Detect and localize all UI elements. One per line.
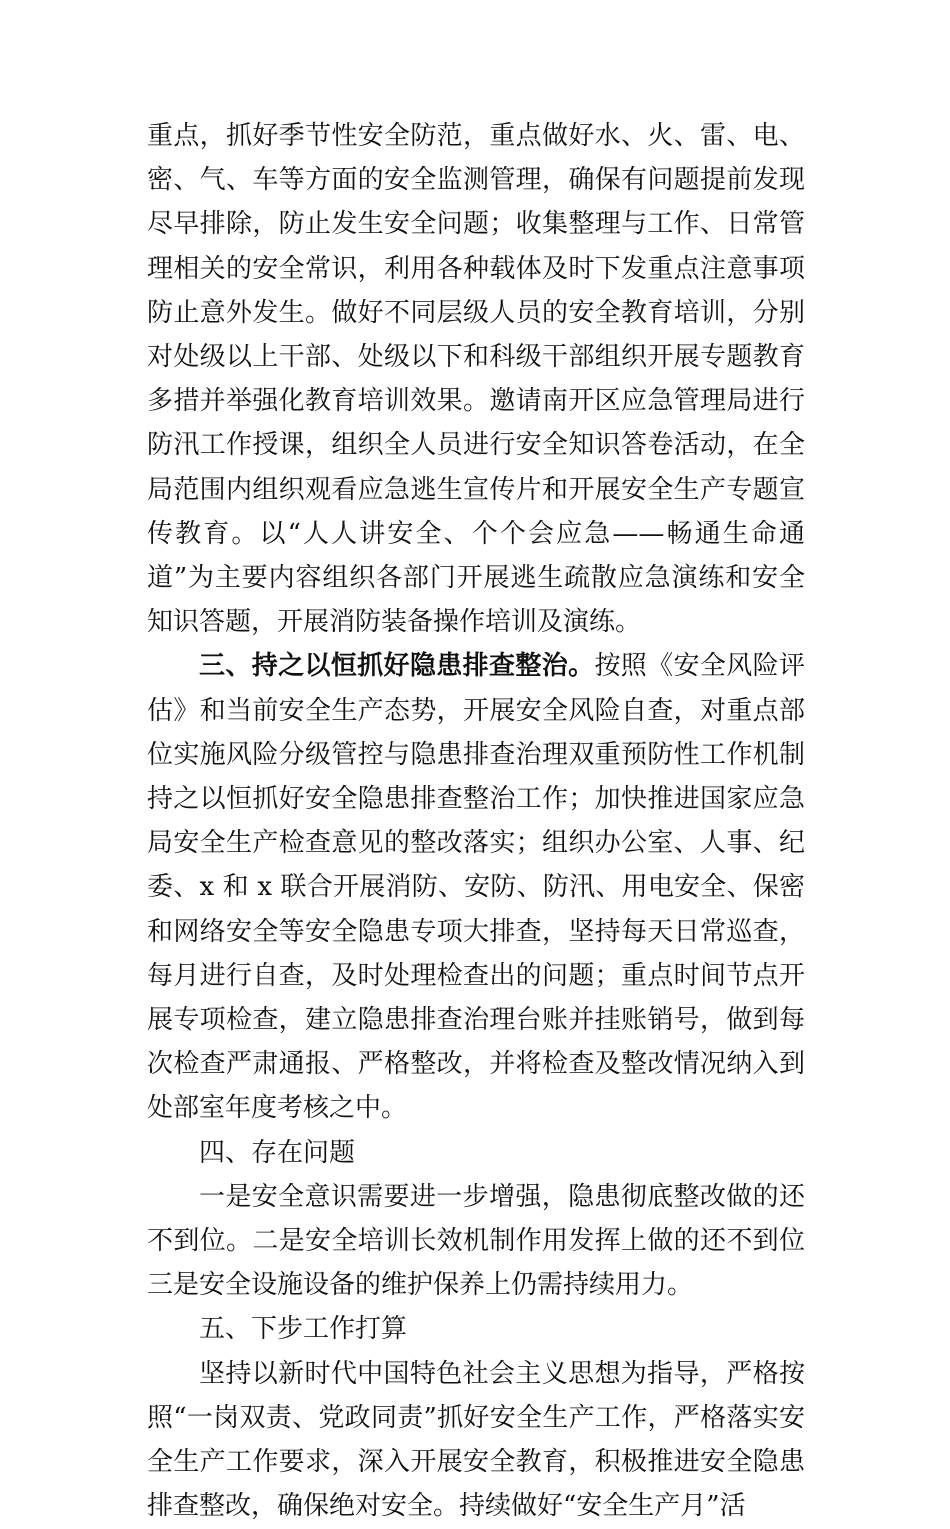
paragraph-section-3 bbox=[147, 644, 805, 1130]
section-5-heading: 五、下步工作打算 bbox=[199, 1314, 408, 1345]
paragraph-section-4: 一是安全意识需要进一步增强，隐患彻底整改做的还不到位。二是安全培训长效机制作用发挥上做的还不到位三是安全设施设备的维护保养上仍需持续用力。 bbox=[147, 1181, 805, 1301]
section-3-text: 按照《安全风险评估》和当前安全生产态势，开展安全风险自查，对重点部位实施风险分级管控与隐患排查治理双重预防性工作机制持之以恒抓好安全隐患排查整治工作；加快推进国家应急局安全生产检查意见的整改落实；组织办公室、人事、纪委、x 和 x 联合开展消防、安防、防汛、用电安全、保密和网络安全等安全隐患专项大排查，坚持每天日常巡查，每月进行自查，及时处理检查出的问题；重点时间节点开展专项检查，建立隐患排查治理台账并挂账销号，做到每次检查严肃通报、严格整改，并将检查及整改情况纳入到处部室年度考核之中。 bbox=[147, 651, 805, 1124]
section-4-heading: 四、存在问题 bbox=[199, 1137, 356, 1168]
paragraph-section-5: 坚持以新时代中国特色社会主义思想为指导，严格按照“一岗双责、党政同责”抓好安全生产工作，严格落实安全生产工作要求，深入开展安全教育，积极推进安全隐患排查整改，确保绝对安全。持续做好“安全生产月”活 bbox=[147, 1358, 805, 1522]
document-body bbox=[147, 114, 805, 1529]
section-3-heading: 三、持之以恒抓好隐患排查整治。 bbox=[199, 651, 595, 682]
paragraph-safety-training: 重点，抓好季节性安全防范，重点做好水、火、雷、电、密、气、车等方面的安全监测管理，确保有问题提前发现尽早排除，防止发生安全问题；收集整理与工作、日常管理相关的安全常识，利用各种载体及时下发重点注意事项防止意外发生。做好不同层级人员的安全教育培训，分别对处级以上干部、处级以下和科级干部组织开展专题教育多措并举强化教育培训效果。邀请南开区应急管理局进行防汛工作授课，组织全人员进行安全知识答卷活动，在全局范围内组织观看应急逃生宣传片和开展安全生产专题宣传教育。以“人人讲安全、个个会应急——畅通生命通道”为主要内容组织各部门开展逃生疏散应急演练和安全知识答题，开展消防装备操作培训及演练。 bbox=[147, 121, 805, 638]
